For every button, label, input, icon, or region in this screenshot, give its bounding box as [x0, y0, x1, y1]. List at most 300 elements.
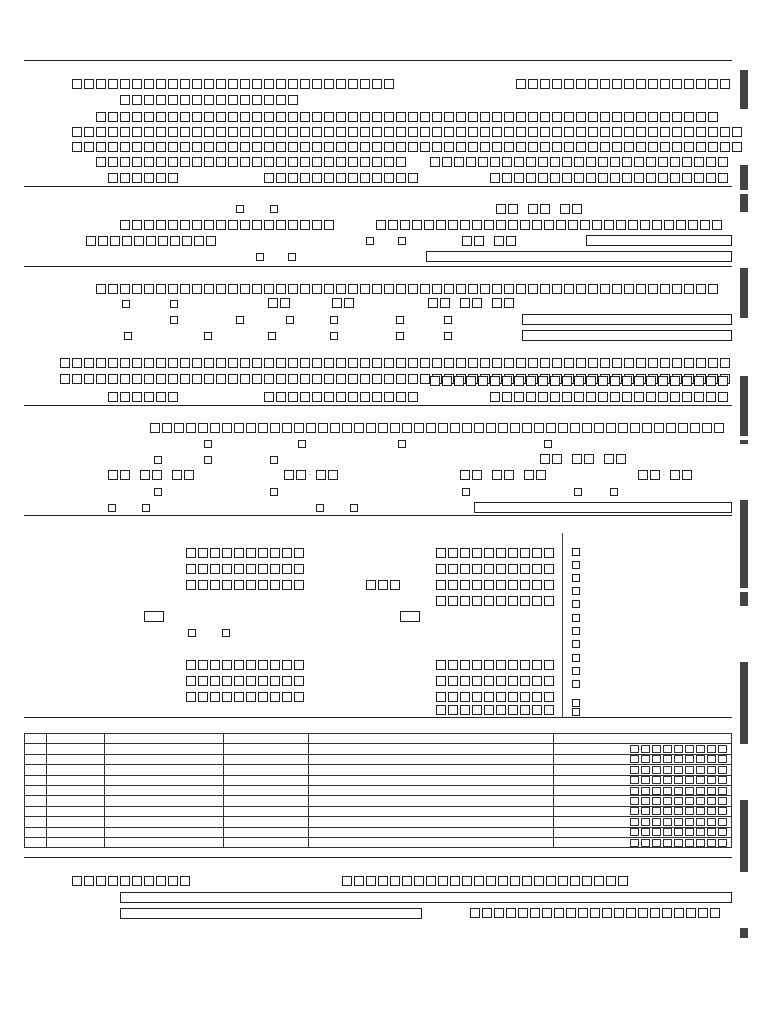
amount-char-box[interactable]	[685, 818, 694, 826]
person-address-box[interactable]	[336, 374, 346, 384]
address-box[interactable]	[240, 142, 250, 152]
policy-no-b-box[interactable]	[388, 220, 398, 230]
lumpsum-amount[interactable]	[246, 692, 256, 702]
dob-box[interactable]	[460, 298, 470, 308]
person-address-box[interactable]	[408, 374, 418, 384]
address-box[interactable]	[624, 142, 634, 152]
sum-insured-box[interactable]	[194, 236, 204, 246]
name-char-box[interactable]	[648, 284, 658, 294]
hospital-name-box[interactable]	[282, 423, 292, 433]
person-phone-box[interactable]	[276, 392, 286, 402]
amount-char-box[interactable]	[663, 776, 672, 784]
hospital-name-box[interactable]	[690, 423, 700, 433]
person-address-box[interactable]	[264, 358, 274, 368]
state-box[interactable]	[478, 157, 488, 167]
amount-char-box[interactable]	[630, 755, 639, 763]
name-char-box[interactable]	[192, 112, 202, 122]
person-state-box[interactable]	[538, 376, 548, 386]
person-address-box[interactable]	[576, 358, 586, 368]
child-checkbox[interactable]	[286, 316, 294, 324]
hospital-name-box[interactable]	[222, 423, 232, 433]
name-char-box[interactable]	[168, 284, 178, 294]
name-char-box[interactable]	[168, 112, 178, 122]
amount-char-box[interactable]	[707, 766, 716, 774]
person-email-box[interactable]	[514, 392, 524, 402]
company-id-box[interactable]	[252, 95, 262, 105]
city-box[interactable]	[120, 157, 130, 167]
company-id-box[interactable]	[120, 95, 130, 105]
total-amount-2[interactable]	[448, 705, 458, 715]
name-char-box[interactable]	[600, 284, 610, 294]
person-address-box[interactable]	[324, 374, 334, 384]
email-box[interactable]	[550, 173, 560, 183]
other-benefit-amount[interactable]	[448, 692, 458, 702]
name-char-box[interactable]	[252, 284, 262, 294]
city-box[interactable]	[288, 157, 298, 167]
person-email-box[interactable]	[610, 392, 620, 402]
hosp-date-box[interactable]	[494, 236, 504, 246]
checklist-checkbox[interactable]	[572, 548, 580, 556]
name-char-box[interactable]	[144, 112, 154, 122]
amount-char-box[interactable]	[652, 828, 661, 836]
hospital-name-box[interactable]	[438, 423, 448, 433]
hosp-date-box[interactable]	[506, 236, 516, 246]
certificate-no-box[interactable]	[552, 79, 562, 89]
convalescence-amount[interactable]	[460, 676, 470, 686]
person-address-box[interactable]	[60, 374, 70, 384]
total-amount-2[interactable]	[496, 705, 506, 715]
address-box[interactable]	[384, 127, 394, 137]
address-box[interactable]	[552, 127, 562, 137]
address-box[interactable]	[648, 127, 658, 137]
issued-by-cell[interactable]	[224, 754, 308, 764]
account-box[interactable]	[594, 876, 604, 886]
critical-amount[interactable]	[246, 676, 256, 686]
name-char-box[interactable]	[264, 112, 274, 122]
policy-no-b-box[interactable]	[436, 220, 446, 230]
hosp-yes[interactable]	[366, 237, 374, 245]
phone-box[interactable]	[336, 173, 346, 183]
lumpsum-amount[interactable]	[270, 692, 280, 702]
dob-box[interactable]	[440, 298, 450, 308]
city-box[interactable]	[108, 157, 118, 167]
post-hosp-amount[interactable]	[198, 564, 208, 574]
name-char-box[interactable]	[120, 284, 130, 294]
person-address-box[interactable]	[300, 358, 310, 368]
commencement-date-box[interactable]	[560, 204, 570, 214]
name-char-box[interactable]	[288, 112, 298, 122]
pre-hosp-amount[interactable]	[186, 548, 196, 558]
sum-insured-box[interactable]	[122, 236, 132, 246]
amount-char-box[interactable]	[707, 818, 716, 826]
name-char-box[interactable]	[96, 112, 106, 122]
checklist-checkbox[interactable]	[572, 667, 580, 675]
health-amount[interactable]	[436, 564, 446, 574]
address-box[interactable]	[192, 127, 202, 137]
post-hosp-amount[interactable]	[222, 564, 232, 574]
state-box[interactable]	[622, 157, 632, 167]
company-id-box[interactable]	[132, 95, 142, 105]
state-box[interactable]	[502, 157, 512, 167]
pan-box[interactable]	[180, 876, 190, 886]
policy-no-b-box[interactable]	[640, 220, 650, 230]
person-email-box[interactable]	[670, 392, 680, 402]
city-box[interactable]	[300, 157, 310, 167]
person-address-box[interactable]	[492, 358, 502, 368]
total-amount[interactable]	[460, 596, 470, 606]
name-char-box[interactable]	[360, 112, 370, 122]
address-box[interactable]	[612, 142, 622, 152]
convalescence-amount[interactable]	[496, 676, 506, 686]
company-id-box[interactable]	[156, 95, 166, 105]
sum-insured-box[interactable]	[98, 236, 108, 246]
policy-no-b-box[interactable]	[628, 220, 638, 230]
policy-no-b-box[interactable]	[652, 220, 662, 230]
rta-checkbox[interactable]	[270, 488, 278, 496]
person-address-box[interactable]	[564, 358, 574, 368]
person-address-box[interactable]	[432, 358, 442, 368]
bill-no-cell[interactable]	[46, 765, 105, 775]
amount-char-box[interactable]	[630, 787, 639, 795]
state-box[interactable]	[718, 157, 728, 167]
address-box[interactable]	[444, 142, 454, 152]
person-address-box[interactable]	[444, 358, 454, 368]
person-state-box[interactable]	[478, 376, 488, 386]
hospital-name-box[interactable]	[510, 423, 520, 433]
amount-char-box[interactable]	[685, 797, 694, 805]
critical-amount[interactable]	[294, 676, 304, 686]
address-box[interactable]	[612, 127, 622, 137]
city-box[interactable]	[96, 157, 106, 167]
health-amount[interactable]	[508, 564, 518, 574]
pre-hosp-amount[interactable]	[246, 548, 256, 558]
hospital-name-box[interactable]	[162, 423, 172, 433]
address-box[interactable]	[216, 142, 226, 152]
illness-checkbox[interactable]	[204, 456, 212, 464]
address-box[interactable]	[456, 142, 466, 152]
person-address-box[interactable]	[108, 374, 118, 384]
policy-no-box[interactable]	[348, 79, 358, 89]
amount-char-box[interactable]	[696, 755, 705, 763]
address-box[interactable]	[360, 127, 370, 137]
address-box[interactable]	[648, 142, 658, 152]
company-name-box[interactable]	[264, 220, 274, 230]
name-char-box[interactable]	[684, 112, 694, 122]
name-char-box[interactable]	[228, 284, 238, 294]
hospital-name-box[interactable]	[198, 423, 208, 433]
address-box[interactable]	[204, 127, 214, 137]
address-box[interactable]	[348, 142, 358, 152]
address-box[interactable]	[708, 127, 718, 137]
certificate-no-box[interactable]	[528, 79, 538, 89]
amount-char-box[interactable]	[718, 807, 727, 815]
person-address-box[interactable]	[240, 374, 250, 384]
policy-no-box[interactable]	[264, 79, 274, 89]
critical-amount[interactable]	[282, 676, 292, 686]
maternity-checkbox[interactable]	[270, 456, 278, 464]
name-char-box[interactable]	[672, 284, 682, 294]
other-benefit-amount[interactable]	[436, 692, 446, 702]
name-char-box[interactable]	[132, 284, 142, 294]
policy-no-b-box[interactable]	[712, 220, 722, 230]
name-char-box[interactable]	[240, 284, 250, 294]
police-yes[interactable]	[108, 504, 116, 512]
person-email-box[interactable]	[502, 392, 512, 402]
email-box[interactable]	[574, 173, 584, 183]
person-address-box[interactable]	[456, 358, 466, 368]
email-box[interactable]	[682, 173, 692, 183]
other-benefit-amount[interactable]	[532, 692, 542, 702]
person-phone-box[interactable]	[396, 392, 406, 402]
commencement-date-box[interactable]	[508, 204, 518, 214]
hospital-name-box[interactable]	[174, 423, 184, 433]
amount-char-box[interactable]	[674, 807, 683, 815]
daily-cash-amount[interactable]	[246, 660, 256, 670]
name-char-box[interactable]	[612, 284, 622, 294]
person-address-box[interactable]	[312, 374, 322, 384]
email-box[interactable]	[502, 173, 512, 183]
state-box[interactable]	[526, 157, 536, 167]
ifsc-box[interactable]	[494, 908, 504, 918]
health-amount[interactable]	[496, 564, 506, 574]
surgical-amount[interactable]	[484, 660, 494, 670]
policy-no-b-box[interactable]	[508, 220, 518, 230]
address-box[interactable]	[696, 127, 706, 137]
person-address-box[interactable]	[336, 358, 346, 368]
commencement-date-box[interactable]	[496, 204, 506, 214]
person-email-box[interactable]	[526, 392, 536, 402]
dob-box[interactable]	[504, 298, 514, 308]
address-box[interactable]	[168, 142, 178, 152]
company-name-box[interactable]	[288, 220, 298, 230]
lumpsum-amount[interactable]	[198, 692, 208, 702]
total-amount-2[interactable]	[544, 705, 554, 715]
amount-char-box[interactable]	[663, 766, 672, 774]
policy-no-b-box[interactable]	[592, 220, 602, 230]
convalescence-amount[interactable]	[532, 676, 542, 686]
city-box[interactable]	[360, 157, 370, 167]
amount-char-box[interactable]	[685, 766, 694, 774]
address-box[interactable]	[180, 142, 190, 152]
amount-char-box[interactable]	[685, 787, 694, 795]
policy-no-box[interactable]	[336, 79, 346, 89]
amount-char-box[interactable]	[641, 787, 650, 795]
self-inflicted-checkbox[interactable]	[154, 488, 162, 496]
name-char-box[interactable]	[684, 284, 694, 294]
company-name-box[interactable]	[252, 220, 262, 230]
prev-no[interactable]	[288, 253, 296, 261]
policy-no-b-box[interactable]	[400, 220, 410, 230]
policy-no-box[interactable]	[84, 79, 94, 89]
ambulance-amount[interactable]	[294, 580, 304, 590]
address-box[interactable]	[96, 127, 106, 137]
company-name-box[interactable]	[192, 220, 202, 230]
person-state-box[interactable]	[718, 376, 728, 386]
discharge-date-box[interactable]	[460, 470, 470, 480]
person-address-box[interactable]	[396, 358, 406, 368]
amount-char-box[interactable]	[707, 787, 716, 795]
name-char-box[interactable]	[396, 284, 406, 294]
amount-char-box[interactable]	[718, 755, 727, 763]
person-state-box[interactable]	[442, 376, 452, 386]
city-box[interactable]	[264, 157, 274, 167]
person-address-box[interactable]	[708, 358, 718, 368]
name-char-box[interactable]	[648, 112, 658, 122]
total-amount[interactable]	[544, 596, 554, 606]
ifsc-box[interactable]	[506, 908, 516, 918]
account-box[interactable]	[618, 876, 628, 886]
name-char-box[interactable]	[540, 112, 550, 122]
address-box[interactable]	[588, 142, 598, 152]
address-box[interactable]	[360, 142, 370, 152]
amount-char-box[interactable]	[707, 807, 716, 815]
address-box[interactable]	[276, 127, 286, 137]
certificate-no-box[interactable]	[708, 79, 718, 89]
total-amount-2[interactable]	[520, 705, 530, 715]
post-hosp-amount[interactable]	[294, 564, 304, 574]
certificate-no-box[interactable]	[696, 79, 706, 89]
person-address-box[interactable]	[180, 358, 190, 368]
ifsc-box[interactable]	[614, 908, 624, 918]
issued-by-cell[interactable]	[224, 817, 308, 827]
substance-checkbox[interactable]	[462, 488, 470, 496]
person-address-box[interactable]	[720, 358, 730, 368]
address-box[interactable]	[408, 127, 418, 137]
admission-date-box[interactable]	[120, 470, 130, 480]
city-box[interactable]	[168, 157, 178, 167]
total-amount[interactable]	[448, 596, 458, 606]
person-address-box[interactable]	[504, 358, 514, 368]
policy-no-b-box[interactable]	[484, 220, 494, 230]
address-box[interactable]	[576, 127, 586, 137]
amount-char-box[interactable]	[641, 839, 650, 847]
hospital-name-box[interactable]	[270, 423, 280, 433]
city-box[interactable]	[324, 157, 334, 167]
amount-char-box[interactable]	[630, 797, 639, 805]
sum-insured-box[interactable]	[158, 236, 168, 246]
person-address-box[interactable]	[120, 358, 130, 368]
surgical-amount[interactable]	[496, 660, 506, 670]
dob-box[interactable]	[428, 298, 438, 308]
checklist-checkbox[interactable]	[572, 614, 580, 622]
person-address-box[interactable]	[468, 358, 478, 368]
person-pin-box[interactable]	[120, 392, 130, 402]
person-address-box[interactable]	[168, 374, 178, 384]
hospital-name-box[interactable]	[642, 423, 652, 433]
address-box[interactable]	[564, 142, 574, 152]
homemaker-occ-checkbox[interactable]	[268, 332, 276, 340]
policy-no-box[interactable]	[120, 79, 130, 89]
person-address-box[interactable]	[372, 374, 382, 384]
address-box[interactable]	[480, 127, 490, 137]
name-char-box[interactable]	[300, 112, 310, 122]
hosp-no[interactable]	[398, 237, 406, 245]
person-phone-box[interactable]	[288, 392, 298, 402]
dob-box[interactable]	[492, 298, 502, 308]
certificate-no-box[interactable]	[624, 79, 634, 89]
person-address-box[interactable]	[348, 358, 358, 368]
person-address-box[interactable]	[396, 374, 406, 384]
email-box[interactable]	[718, 173, 728, 183]
name-char-box[interactable]	[564, 284, 574, 294]
address-box[interactable]	[684, 142, 694, 152]
name-char-box[interactable]	[480, 284, 490, 294]
company-name-box[interactable]	[156, 220, 166, 230]
injury-date-box[interactable]	[584, 454, 594, 464]
person-address-box[interactable]	[156, 374, 166, 384]
discharge-time-box[interactable]	[650, 470, 660, 480]
name-char-box[interactable]	[636, 284, 646, 294]
company-name-box[interactable]	[228, 220, 238, 230]
person-address-box[interactable]	[144, 358, 154, 368]
injury-date-box[interactable]	[540, 454, 550, 464]
amount-char-box[interactable]	[685, 745, 694, 753]
person-address-box[interactable]	[660, 358, 670, 368]
others-amount[interactable]	[532, 580, 542, 590]
person-address-box[interactable]	[216, 374, 226, 384]
female-checkbox[interactable]	[170, 300, 178, 308]
other-checkbox[interactable]	[444, 316, 452, 324]
name-char-box[interactable]	[216, 112, 226, 122]
bill-no-cell[interactable]	[46, 817, 105, 827]
amount-char-box[interactable]	[674, 787, 683, 795]
pin-box[interactable]	[144, 173, 154, 183]
address-box[interactable]	[336, 127, 346, 137]
policy-no-b-box[interactable]	[568, 220, 578, 230]
hosp-amount[interactable]	[472, 548, 482, 558]
hosp-amount[interactable]	[460, 548, 470, 558]
others-amount[interactable]	[520, 580, 530, 590]
name-char-box[interactable]	[132, 112, 142, 122]
amount-char-box[interactable]	[641, 807, 650, 815]
amount-char-box[interactable]	[674, 745, 683, 753]
address-box[interactable]	[192, 142, 202, 152]
sum-insured-box[interactable]	[110, 236, 120, 246]
medico-no[interactable]	[610, 488, 618, 496]
hospital-name-box[interactable]	[414, 423, 424, 433]
certificate-no-box[interactable]	[720, 79, 730, 89]
amount-char-box[interactable]	[718, 787, 727, 795]
amount-char-box[interactable]	[641, 766, 650, 774]
name-char-box[interactable]	[324, 112, 334, 122]
other-benefit-amount[interactable]	[496, 692, 506, 702]
company-name-box[interactable]	[324, 220, 334, 230]
city-box[interactable]	[156, 157, 166, 167]
amount-char-box[interactable]	[696, 807, 705, 815]
phone-box[interactable]	[312, 173, 322, 183]
state-box[interactable]	[682, 157, 692, 167]
other-insurance-yes[interactable]	[236, 205, 244, 213]
pan-box[interactable]	[144, 876, 154, 886]
person-address-box[interactable]	[288, 358, 298, 368]
daily-cash-amount[interactable]	[222, 660, 232, 670]
bill-no-cell[interactable]	[46, 785, 105, 795]
policy-no-box[interactable]	[144, 79, 154, 89]
amount-char-box[interactable]	[652, 818, 661, 826]
health-amount[interactable]	[448, 564, 458, 574]
account-box[interactable]	[558, 876, 568, 886]
total-amount-2[interactable]	[436, 705, 446, 715]
address-box[interactable]	[432, 142, 442, 152]
policy-no-b-box[interactable]	[556, 220, 566, 230]
ifsc-box[interactable]	[698, 908, 708, 918]
name-char-box[interactable]	[96, 284, 106, 294]
lumpsum-amount[interactable]	[282, 692, 292, 702]
account-box[interactable]	[450, 876, 460, 886]
commencement-date-box[interactable]	[572, 204, 582, 214]
amount-char-box[interactable]	[641, 828, 650, 836]
person-phone-box[interactable]	[372, 392, 382, 402]
